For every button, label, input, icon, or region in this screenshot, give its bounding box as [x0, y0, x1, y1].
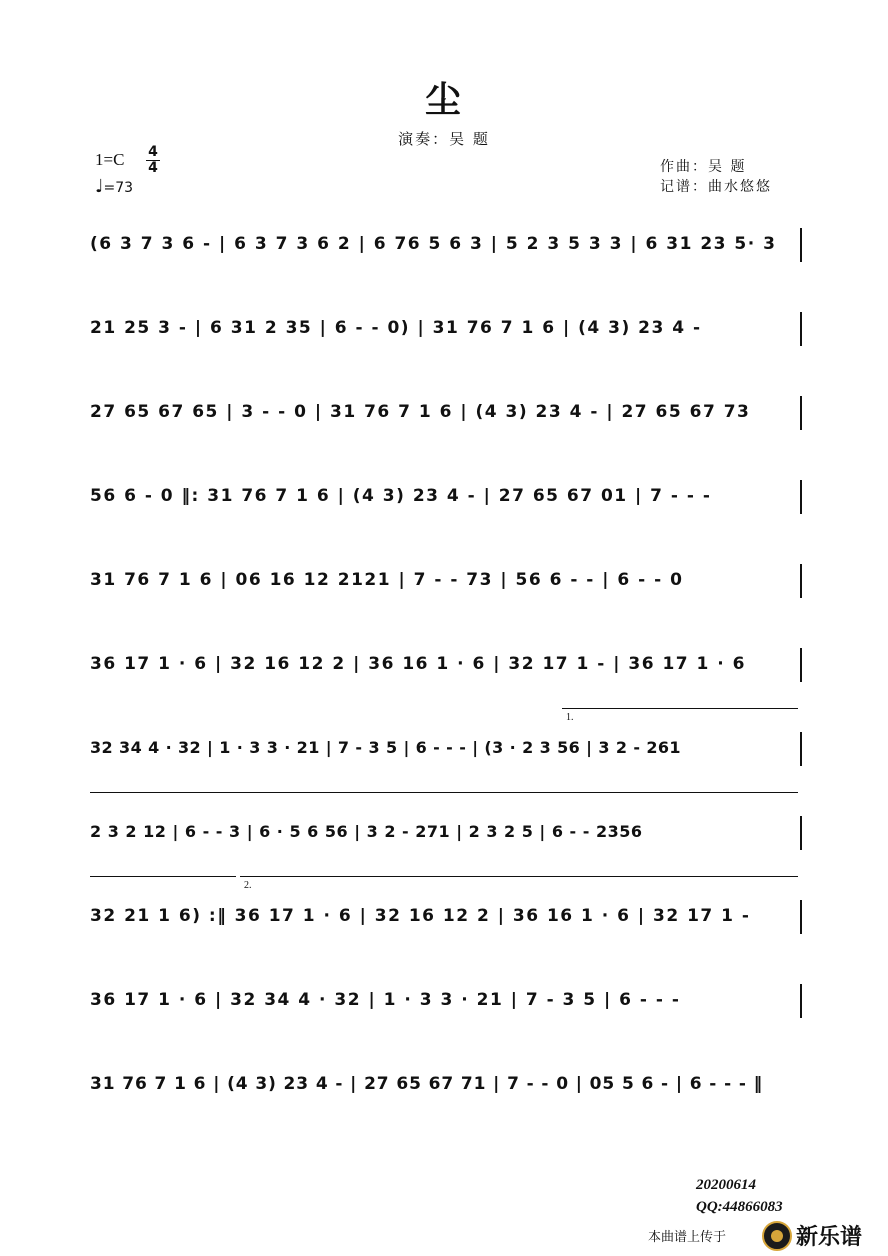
barline [800, 480, 802, 514]
performer-credit: 演奏：吴 题 [398, 130, 490, 148]
score-line-3-text: 27 65 67 65 | 3 - - 0 | 31 76 7 1 6 | (4 3) 23 4 - | 27 65 67 73 [90, 402, 751, 422]
score-line-9-text: 32 21 1 6) :‖ 36 17 1 · 6 | 32 16 12 2 | 36 16 1 · 6 | 32 17 1 - [90, 906, 751, 926]
key-signature: 1=C [95, 150, 125, 169]
score-line-4 [90, 486, 802, 506]
upload-note: 本曲谱上传于 [648, 1230, 727, 1245]
score-line-4-text: 56 6 - 0 ‖: 31 76 7 1 6 | (4 3) 23 4 - | 27 65 67 01 | 7 - - - [90, 486, 712, 506]
barline [800, 396, 802, 430]
score-line-7-text: 32 34 4 · 32 | 1 · 3 3 · 21 | 7 - 3 5 | 6 - - - | (3 · 2 3 56 | 3 2 - 261 [90, 738, 681, 757]
quarter-note-icon: ♩ [95, 176, 104, 197]
tempo-marking [95, 176, 133, 197]
notator-credit: 记谱：曲水悠悠 [660, 179, 772, 195]
score-line-2 [90, 318, 802, 338]
score-line-1 [90, 234, 802, 254]
barline [800, 732, 802, 766]
barline [800, 312, 802, 346]
tempo-value: =73 [103, 180, 134, 196]
barline [800, 228, 802, 262]
record-disc-icon [762, 1221, 792, 1251]
barline [800, 984, 802, 1018]
score-line-2-text: 21 25 3 - | 6 31 2 35 | 6 - - 0) | 31 76 7 1 6 | (4 3) 23 4 - [90, 318, 702, 338]
volta-2-label: 2. [244, 880, 252, 891]
footer-date: 20200614 [696, 1177, 756, 1193]
barline [800, 816, 802, 850]
score-line-8-text: 2 3 2 12 | 6 - - 3 | 6 · 5 6 56 | 3 2 - 271 | 2 3 2 5 | 6 - - 2356 [90, 822, 643, 841]
score-line-8 [90, 822, 802, 841]
score-line-1-text: (6 3 7 3 6 - | 6 3 7 3 6 2 | 6 76 5 6 3 | 5 2 3 5 3 3 | 6 31 23 5· 3 [90, 234, 777, 254]
volta-1-bracket-end [90, 876, 236, 877]
score-line-7 [90, 738, 802, 757]
barline [800, 900, 802, 934]
score-line-6 [90, 654, 802, 674]
volta-2-bracket [240, 876, 798, 877]
score-line-5 [90, 570, 802, 590]
score-line-6-text: 36 17 1 · 6 | 32 16 12 2 | 36 16 1 · 6 | 32 17 1 - | 36 17 1 · 6 [90, 654, 747, 674]
volta-1-label: 1. [566, 712, 574, 723]
time-signature [146, 146, 160, 175]
composer-credit: 作曲：吴 题 [660, 159, 747, 175]
barline [800, 564, 802, 598]
record-disc-center [771, 1230, 783, 1242]
barline [800, 648, 802, 682]
volta-1-bracket [562, 708, 798, 709]
time-signature-bottom: 4 [148, 160, 158, 176]
score-line-11 [90, 1074, 802, 1094]
score-line-11-text: 31 76 7 1 6 | (4 3) 23 4 - | 27 65 67 71 | 7 - - 0 | 05 5 6 - | 6 - - - ‖ [90, 1074, 764, 1094]
footer-qq: QQ:44866083 [696, 1199, 783, 1215]
score-title: 尘 [424, 80, 463, 121]
score-line-9 [90, 906, 802, 926]
score-line-10-text: 36 17 1 · 6 | 32 34 4 · 32 | 1 · 3 3 · 21 | 7 - 3 5 | 6 - - - [90, 990, 681, 1010]
score-line-5-text: 31 76 7 1 6 | 06 16 12 2121 | 7 - - 73 | 56 6 - - | 6 - - 0 [90, 570, 684, 590]
brand-logo-text[interactable]: 新乐谱 [796, 1225, 863, 1250]
time-signature-top: 4 [148, 144, 158, 160]
volta-1-bracket-continued [90, 792, 798, 793]
score-line-10 [90, 990, 802, 1010]
score-line-3 [90, 402, 802, 422]
